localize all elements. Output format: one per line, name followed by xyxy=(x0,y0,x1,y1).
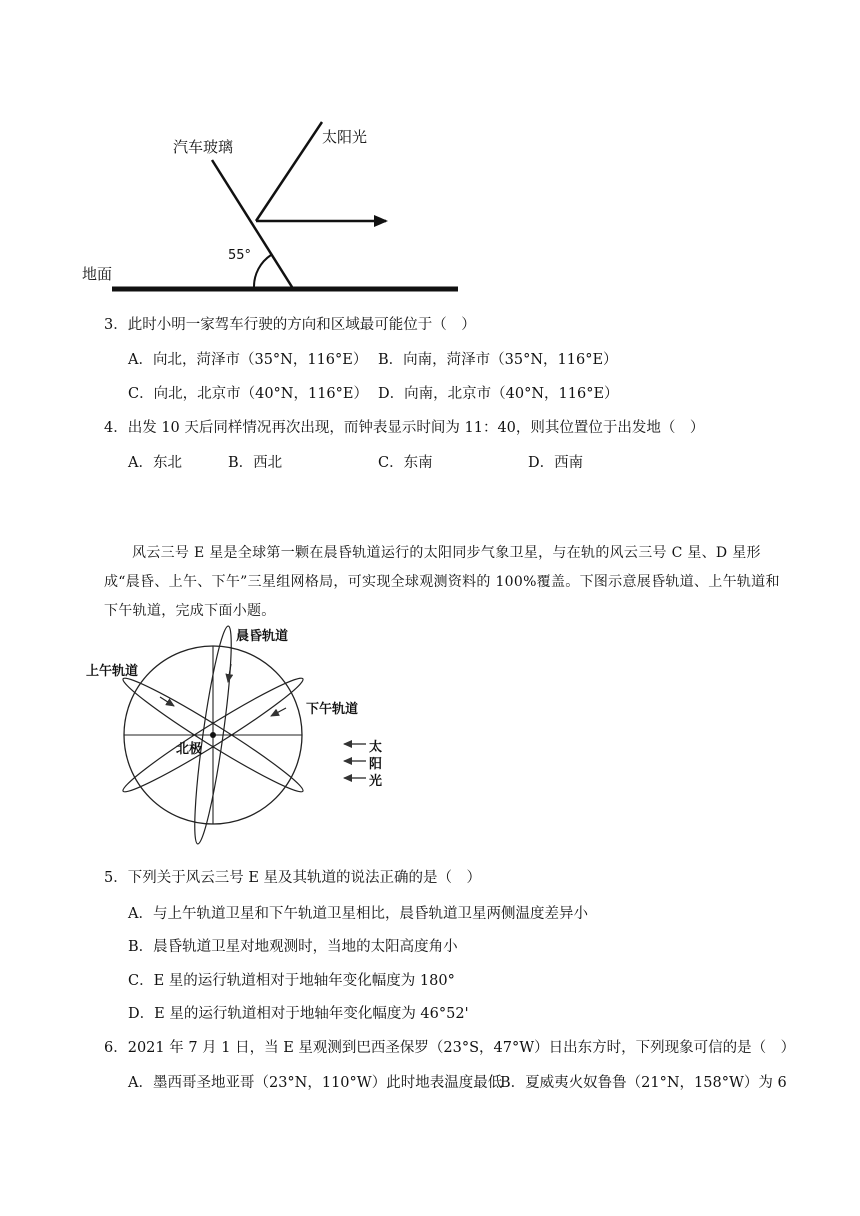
question-6-option-a: A．墨西哥圣地亚哥（23°N，110°W）此时地表温度最低 xyxy=(128,1075,503,1091)
question-5-option-d: D．E 星的运行轨道相对于地轴年变化幅度为 46°52' xyxy=(128,1006,469,1022)
question-3-option-d: D．向南，北京市（40°N，116°E） xyxy=(378,386,619,402)
label-car-glass: 汽车玻璃 xyxy=(173,138,234,156)
question-3-option-a: A．向北，菏泽市（35°N，116°E） xyxy=(128,352,368,368)
passage-line-3: 下午轨道，完成下面小题。 xyxy=(104,603,276,619)
label-sunlight-3: 光 xyxy=(369,774,383,789)
question-6-stem: 6．2021 年 7 月 1 日，当 E 星观测到巴西圣保罗（23°S，47°W）日出东方时，下列现象可信的是（ ） xyxy=(104,1040,796,1056)
north-pole-dot xyxy=(210,732,216,738)
question-4-option-c: C．东南 xyxy=(378,455,433,471)
afternoon-direction-arrow xyxy=(271,708,286,716)
question-4-option-a: A．东北 xyxy=(128,455,182,471)
label-afternoon-orbit: 下午轨道 xyxy=(306,702,359,717)
question-4-option-b: B．西北 xyxy=(228,455,283,471)
label-morning-orbit: 上午轨道 xyxy=(86,664,139,679)
label-sunlight: 太阳光 xyxy=(322,128,368,146)
question-6-option-b: B．夏威夷火奴鲁鲁（21°N，158°W）为 6 xyxy=(500,1075,787,1091)
question-3-stem: 3．此时小明一家驾车行驶的方向和区域最可能位于（ ） xyxy=(104,317,476,333)
label-sunlight-2: 阳 xyxy=(369,757,383,772)
question-5-option-c: C．E 星的运行轨道相对于地轴年变化幅度为 180° xyxy=(128,973,455,989)
morning-direction-arrow xyxy=(160,697,174,706)
passage-line-2: 成“晨昏、上午、下午”三星组网格局，可实现全球观测资料的 100%覆盖。下图示意展昏轨道、上午轨道和 xyxy=(104,574,780,590)
label-north-pole: 北极 xyxy=(176,742,203,757)
label-dawn-dusk-orbit: 晨昏轨道 xyxy=(236,629,289,644)
question-5-stem: 5．下列关于风云三号 E 星及其轨道的说法正确的是（ ） xyxy=(104,870,482,886)
question-5-option-b: B．晨昏轨道卫星对地观测时，当地的太阳高度角小 xyxy=(128,939,458,955)
question-3-option-c: C．向北，北京市（40°N，116°E） xyxy=(128,386,368,402)
label-sunlight-1: 太 xyxy=(369,740,383,755)
question-5-option-a: A．与上午轨道卫星和下午轨道卫星相比，晨昏轨道卫星两侧温度差异小 xyxy=(128,906,588,922)
label-ground: 地面 xyxy=(82,265,113,283)
passage-line-1: 风云三号 E 星是全球第一颗在晨昏轨道运行的太阳同步气象卫星，与在轨的风云三号 C 星、D 星形 xyxy=(132,545,761,561)
question-4-stem: 4．出发 10 天后同样情况再次出现，而钟表显示时间为 11：40，则其位置位于出发地（ ） xyxy=(104,420,705,436)
label-angle: 55° xyxy=(228,248,252,263)
question-4-option-d: D．西南 xyxy=(528,455,584,471)
question-3-option-b: B．向南，菏泽市（35°N，116°E） xyxy=(378,352,618,368)
